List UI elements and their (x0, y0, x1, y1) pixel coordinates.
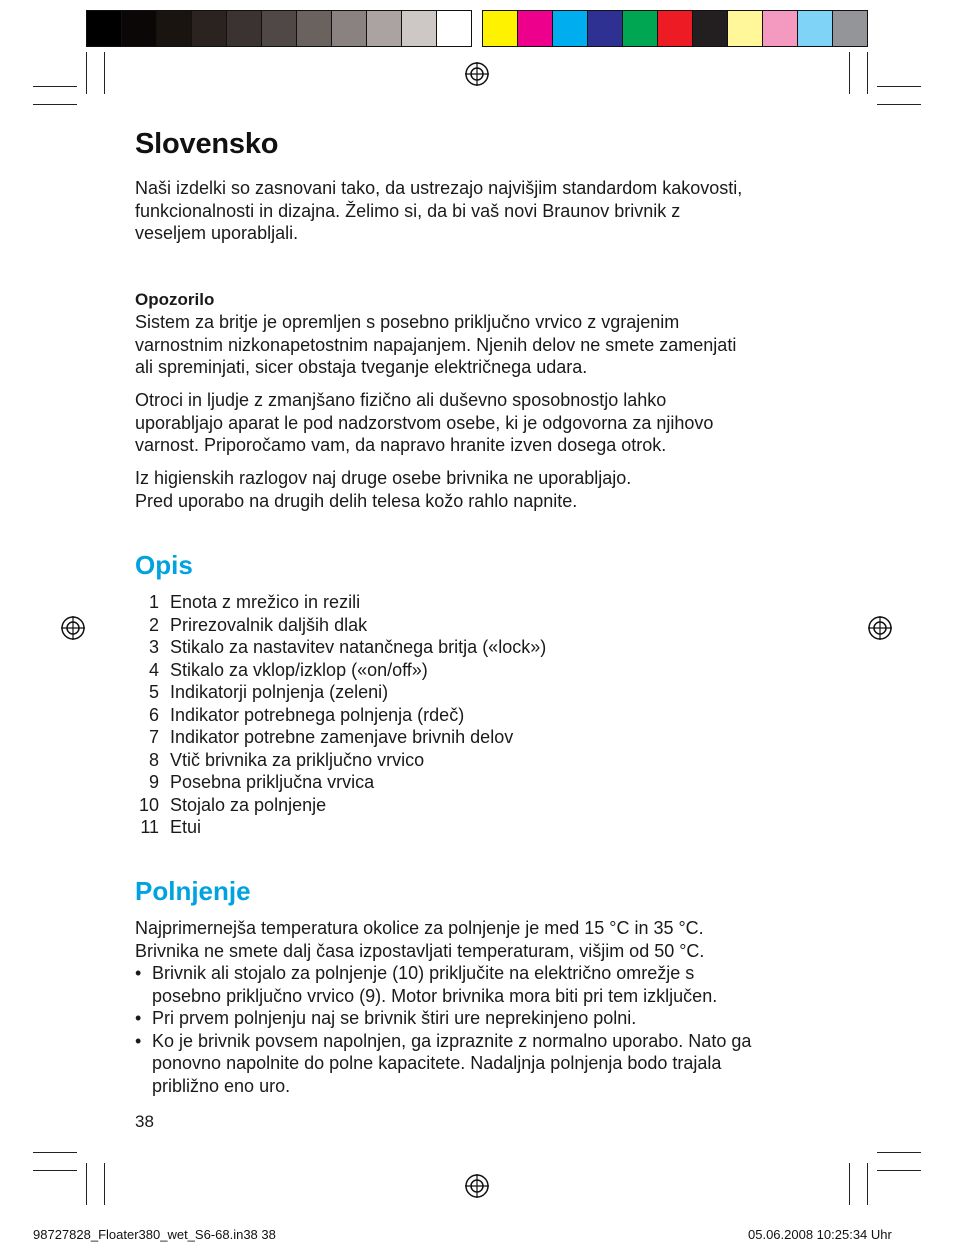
list-item: 3 Stikalo za nastavitev natančnega britja («lock») (148, 637, 547, 657)
list-item: 2 Prirezovalnik daljših dlak (148, 614, 368, 635)
list-item: 8 Vtič brivnika za priključno vrvico (148, 749, 425, 770)
color-swatch (798, 11, 833, 46)
list-item: • Pri prvem polnjenju naj se brivnik štiri ure neprekinjeno polni. (135, 1008, 637, 1028)
color-swatch (833, 11, 867, 46)
crop-mark (33, 86, 77, 87)
color-swatch (192, 11, 227, 46)
crop-mark (86, 1163, 87, 1205)
charging-intro: Najprimernejša temperatura okolice za polnjenje je med 15 °C in 35 °C. Brivnika ne smete dalj časa izpostavljati temperaturam, višjim od 50 °C. (135, 918, 705, 961)
registration-mark-icon (60, 615, 86, 641)
list-item: 5 Indikatorji polnjenja (zeleni) (148, 682, 389, 702)
color-swatch (623, 11, 658, 46)
color-swatch (763, 11, 798, 46)
crop-mark (849, 1163, 850, 1205)
color-swatch (367, 11, 402, 46)
crop-mark (104, 52, 105, 94)
crop-mark (86, 52, 87, 94)
color-swatch (122, 11, 157, 46)
list-item: 11 Etui (140, 817, 202, 837)
page-number: 38 (135, 1112, 154, 1131)
warning-paragraph-3: Iz higienskih razlogov naj druge osebe brivnika ne uporabljajo. Pred uporabo na drugih delih telesa kožo rahlo napnite. (135, 468, 632, 511)
crop-mark (867, 52, 868, 94)
process-color-bar (482, 10, 868, 47)
grayscale-color-bar (86, 10, 472, 47)
warning-paragraph-2: Otroci in ljudje z zmanjšano fizično ali duševno sposobnostjo lahko uporabljajo aparat le pod nadzorstvom osebe, ki je odgovorna za njihovo varnost. Priporočamo vam, da napravo hranite izven dosega otrok. (135, 390, 714, 455)
list-item: 9 Posebna priključna vrvica (148, 772, 375, 792)
list-item: 1 Enota z mrežico in rezili (148, 592, 361, 612)
charging-heading: Polnjenje (135, 876, 251, 906)
parts-list (135, 591, 546, 839)
color-swatch (297, 11, 332, 46)
warning-heading: Opozorilo (135, 290, 215, 309)
color-swatch (87, 11, 122, 46)
list-item: 4 Stikalo za vklop/izklop («on/off») (148, 659, 428, 680)
color-swatch (227, 11, 262, 46)
color-swatch (658, 11, 693, 46)
crop-mark (33, 104, 77, 105)
color-swatch (483, 11, 518, 46)
crop-mark (877, 86, 921, 87)
color-swatch (157, 11, 192, 46)
color-swatch (728, 11, 763, 46)
crop-mark (849, 52, 850, 94)
page-title: Slovensko (135, 128, 279, 160)
color-swatch (402, 11, 437, 46)
crop-mark (877, 104, 921, 105)
intro-paragraph: Naši izdelki so zasnovani tako, da ustrezajo najvišjim standardom kakovosti, funkcionalnosti in dizajna. Želimo si, da bi vaš novi Braunov brivnik z veseljem uporabljali. (135, 178, 743, 243)
crop-mark (867, 1163, 868, 1205)
list-item: 7 Indikator potrebne zamenjave brivnih delov (148, 727, 514, 747)
color-swatch (437, 11, 471, 46)
warning-paragraph-1: Sistem za britje je opremljen s posebno priključno vrvico z vgrajenim varnostnim nizkonapetostnim napajanjem. Njenih delov ne smete zamenjati ali spreminjati, sicer obstaja tveganje električnega udara. (135, 312, 737, 377)
crop-mark (104, 1163, 105, 1205)
crop-mark (877, 1170, 921, 1171)
color-swatch (262, 11, 297, 46)
crop-mark (877, 1152, 921, 1153)
charging-steps (135, 962, 825, 1097)
registration-mark-icon (464, 1173, 490, 1199)
footer-filename: 98727828_Floater380_wet_S6-68.in38 38 (33, 1227, 276, 1242)
list-item: • Brivnik ali stojalo za polnjenje (10) priključite na električno omrežje s posebno priključno vrvico (9). Motor brivnika mora biti pri tem izključen. (135, 963, 718, 1006)
list-item: • Ko je brivnik povsem napolnjen, ga izpraznite z normalno uporabo. Nato ga ponovno napolnite do polne kapacitete. Nadaljnja polnjenja bodo trajala približno eno uro. (135, 1030, 752, 1096)
footer-timestamp: 05.06.2008 10:25:34 Uhr (748, 1227, 892, 1242)
color-swatch (518, 11, 553, 46)
color-swatch (588, 11, 623, 46)
color-swatch (332, 11, 367, 46)
color-swatch (693, 11, 728, 46)
list-item: 10 Stojalo za polnjenje (138, 794, 327, 815)
registration-mark-icon (464, 61, 490, 87)
crop-mark (33, 1152, 77, 1153)
list-item: 6 Indikator potrebnega polnjenja (rdeč) (148, 704, 465, 725)
color-swatch (553, 11, 588, 46)
crop-mark (33, 1170, 77, 1171)
description-heading: Opis (135, 550, 193, 580)
registration-mark-icon (867, 615, 893, 641)
